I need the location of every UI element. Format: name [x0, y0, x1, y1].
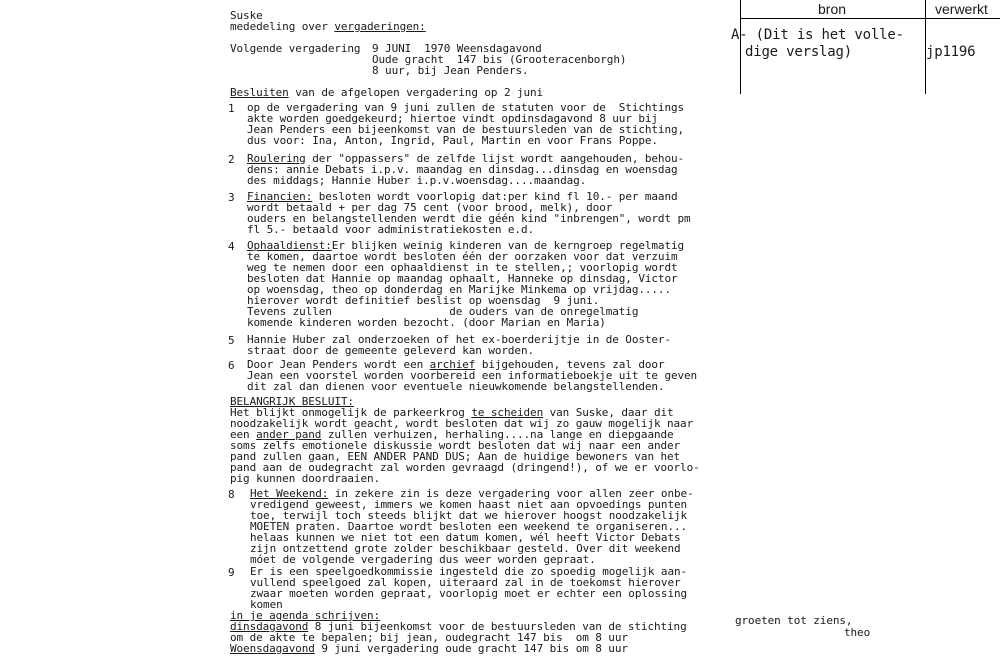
item-3-line: Financien: besloten wordt voorlopig dat:per kind fl 10.- per maand	[247, 190, 678, 203]
archive-bron-line: dige verslag)	[745, 44, 852, 60]
agenda-heading: in je agenda schrijven:	[230, 609, 381, 622]
item-1-line: op de vergadering van 9 juni zullen de statuten voor de Stichtings	[247, 101, 685, 114]
item-2-line: des middags; Hannie Huber i.p.v.woensdag....maandag.	[247, 174, 587, 187]
item-number: 5	[228, 334, 235, 347]
closing-signature: theo	[844, 626, 871, 639]
item-5-line: straat door de gemeente geleverd kan worden.	[247, 344, 534, 357]
important-line: een ander pand zullen verhuizen, herhaling....na lange en diepgaande	[230, 428, 674, 441]
item-4-line: Ophaaldienst:Er blijken weinig kinderen van de kerngroep regelmatig	[247, 239, 685, 252]
item-number: 2	[228, 153, 235, 166]
item-8-line: helaas kunnen we niet tot een datum komen, wél heeft Victor Debats	[250, 531, 681, 544]
agenda-line: om de akte te bepalen; bij jean, oudegracht 147 bis om 8 uur	[230, 631, 628, 644]
item-8-line: vredigend geweest, immers we komen haast niet aan opvoedings punten	[250, 498, 688, 511]
item-8-line: móet de volgende vergadering dus weer worden gepraat.	[250, 553, 596, 566]
item-8-line: Het Weekend: in zekere zin is deze vergadering voor allen zeer onbe-	[250, 487, 694, 500]
decisions-heading: Besluiten van de afgelopen vergadering op 2 juni	[230, 86, 544, 99]
agenda-line: dinsdagavond 8 juni bijeenkomst voor de bestuursleden van de stichting	[230, 620, 687, 633]
item-number: 4	[228, 240, 235, 253]
item-number: 6	[228, 359, 235, 372]
important-line: pand zullen gaan, EEN ANDER PAND DUS; Aan de huidige bewoners van het	[230, 450, 681, 463]
item-8-line: MOETEN praten. Daartoe wordt besloten een weekend te organiseren...	[250, 520, 688, 533]
next-meeting-place: Oude gracht 147 bis (Grooteracenborgh)	[372, 53, 627, 66]
item-9-line: vullend speelgoed zal kopen, uiteraard zal in de toekomst hierover	[250, 576, 681, 589]
archive-table-left-border	[740, 0, 741, 94]
item-4-line: hierover wordt definitief beslist op woensdag 9 juni.	[247, 294, 600, 307]
next-meeting-time: 8 uur, bij Jean Penders.	[372, 64, 529, 77]
item-1-line: Jean Penders een bijeenkomst van de bestuursleden van de stichting,	[247, 123, 685, 136]
item-4-line: weg te nemen door een ophaaldienst in te stellen,; voorlopig wordt	[247, 261, 678, 274]
item-6-line: Door Jean Penders wordt een archief bijgehouden, tevens zal door	[247, 358, 665, 371]
item-2-line: dens: annie Debats i.p.v. maandag en dinsdag...dinsdag en woensdag	[247, 163, 678, 176]
important-line: Het blijkt onmogelijk de parkeerkrog te scheiden van Suske, daar dit	[230, 406, 674, 419]
item-4-line: besloten dat Hannie op maandag ophaalt, Hanneke op dinsdag, Victor	[247, 272, 678, 285]
archive-col-verwerkt: verwerkt	[935, 1, 988, 17]
archive-verwerkt-value: jp1196	[926, 44, 976, 60]
important-heading: BELANGRIJK BESLUIT:	[230, 395, 354, 408]
item-8-line: zijn ontzettend grote zolder beschikbaar gesteld. Over dit weekend	[250, 542, 681, 555]
item-9-line: zwaar moeten worden gepraat, voorlopig moet er echter een oplossing	[250, 587, 688, 600]
item-9-line: komen	[250, 598, 283, 611]
item-3-line: wordt betaald + per dag 75 cent (voor brood, melk), door	[247, 201, 613, 214]
important-line: pand aan de oudegracht zal worden gevraagd (dringend!), of we er voorlo-	[230, 461, 700, 474]
archive-col-bron: bron	[818, 1, 847, 17]
item-4-line: te komen, daartoe wordt besloten één der oorzaken voor dat verzuim	[247, 250, 678, 263]
item-4-line: komende kinderen worden bezocht. (door Marian en Maria)	[247, 316, 606, 329]
item-1-line: dus voor: Ina, Anton, Ingrid, Paul, Martin en voor Frans Poppe.	[247, 134, 658, 147]
item-4-line: Tevens zullen de ouders van de onregelmatig	[247, 305, 639, 318]
next-meeting-date: 9 JUNI 1970 Weensdagavond	[372, 42, 542, 55]
item-8-line: toe, terwijl toch steeds blijkt dat we hierover hoogst noodzakelijk	[250, 509, 688, 522]
item-3-line: ouders en belangstellenden werdt die géén kind "inbrengen", wordt pm	[247, 212, 691, 225]
item-9-line: Er is een speelgoedkommissie ingesteld die zo spoedig mogelijk aan-	[250, 565, 688, 578]
important-line: pig kunnen doordraaien.	[230, 472, 381, 485]
item-6-line: Jean een voorstel worden voorbereid een informatieboekje uit te geven	[247, 369, 698, 382]
item-number: 1	[228, 102, 235, 115]
closing-greeting: groeten tot ziens,	[735, 614, 853, 627]
important-line: soms zelfs emotionele diskussie wordt besloten dat wij naar een ander	[230, 439, 681, 452]
memo-author: Suske	[230, 9, 263, 22]
important-line: noodzakelijk wordt geacht, wordt besloten dat wij zo gauw mogelijk naar	[230, 417, 694, 430]
memo-subject: mededeling over vergaderingen:	[230, 20, 426, 33]
item-5-line: Hannie Huber zal onderzoeken of het ex-boerderijtje in de Ooster-	[247, 333, 671, 346]
archive-bron-line: A- (Dit is het volle-	[731, 27, 904, 43]
item-3-line: fl 5.- betaald voor administratiekosten e.d.	[247, 223, 534, 236]
agenda-line: Woensdagavond 9 juni vergadering oude gracht 147 bis om 8 uur	[230, 642, 628, 655]
item-1-line: akte worden goedgekeurd; hiertoe vindt opdinsdagavond 8 uur bij	[247, 112, 658, 125]
item-2-line: Roulering der "oppassers" de zelfde lijst wordt aangehouden, behou-	[247, 152, 685, 165]
item-4-line: op woensdag, theo op donderdag en Marijke Minkema op vrijdag.....	[247, 283, 671, 296]
item-number: 3	[228, 191, 235, 204]
item-number: 9	[228, 566, 235, 579]
next-meeting-label: Volgende vergadering	[230, 42, 361, 55]
item-6-line: dit zal dan dienen voor eventuele nieuwkomende belangstellenden.	[247, 380, 665, 393]
item-number: 8	[228, 488, 235, 501]
